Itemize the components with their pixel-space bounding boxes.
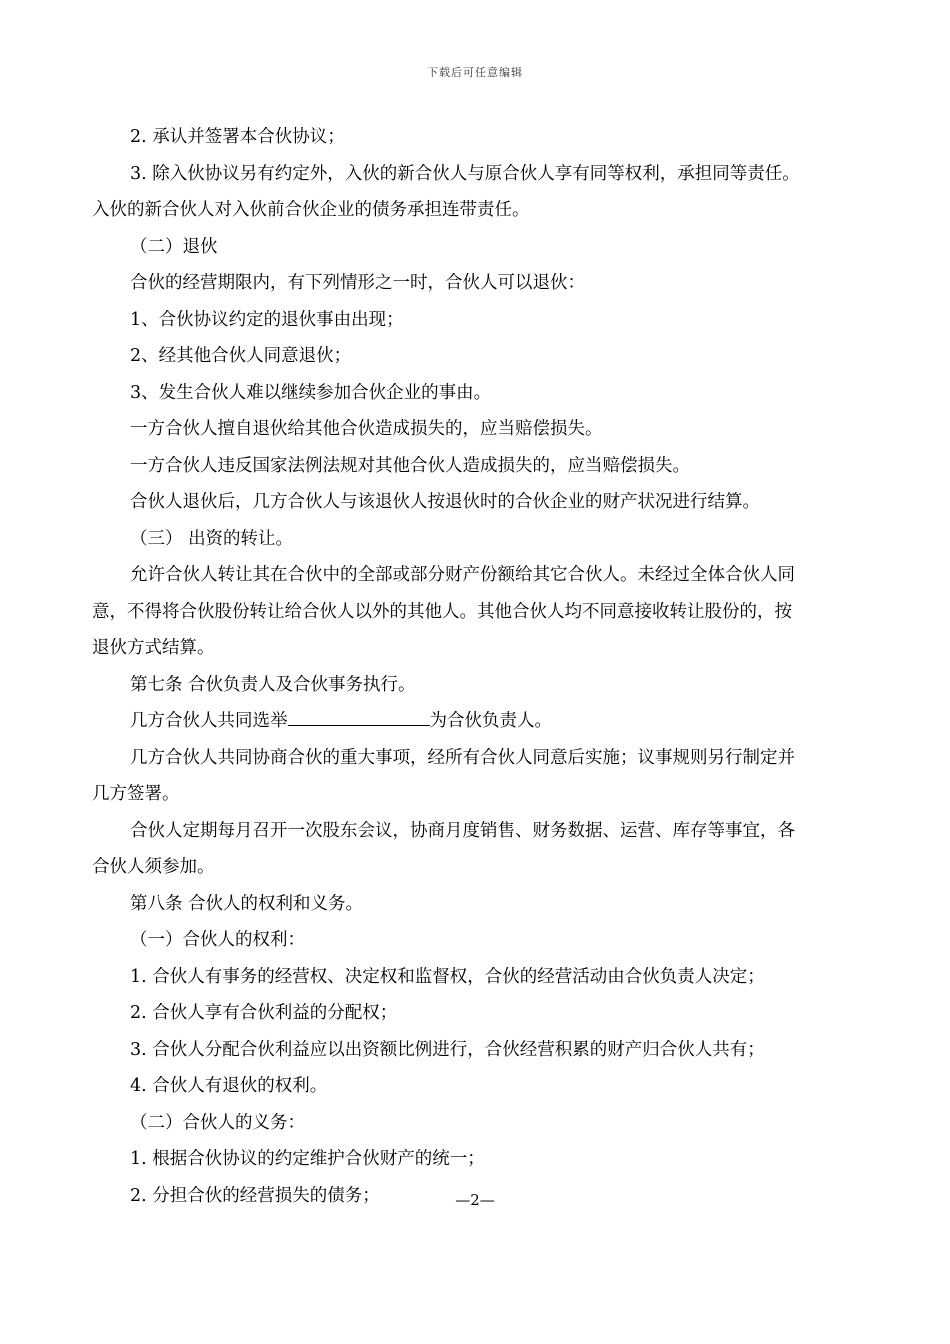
- paragraph: 意，不得将合伙股份转让给合伙人以外的其他人。其他合伙人均不同意接收转让股份的，按: [92, 601, 792, 622]
- article-heading: 第八条 合伙人的权利和义务。: [130, 893, 364, 914]
- list-item: 2. 分担合伙的经营损失的债务；: [130, 1185, 380, 1206]
- paragraph: 退伙方式结算。: [92, 638, 215, 658]
- paragraph: 合伙人退伙后，几方合伙人与该退伙人按退伙时的合伙企业的财产状况进行结算。: [130, 492, 760, 512]
- paragraph: 允许合伙人转让其在合伙中的全部或部分财产份额给其它合伙人。未经过全体合伙人同: [130, 565, 795, 585]
- paragraph: 合伙人须参加。: [92, 857, 215, 877]
- list-item: 1. 根据合伙协议的约定维护合伙财产的统一；: [130, 1149, 485, 1169]
- paragraph: 一方合伙人违反国家法例法规对其他合伙人造成损失的，应当赔偿损失。: [130, 455, 690, 476]
- list-item: 4. 合伙人有退伙的权利。: [130, 1076, 328, 1096]
- list-item: 2、经其他合伙人同意退伙；: [130, 346, 352, 366]
- paragraph: 合伙人定期每月召开一次股东会议，协商月度销售、财务数据、运营、库存等事宜，各: [130, 820, 795, 841]
- list-item: 1、合伙协议约定的退伙事由出现；: [130, 309, 404, 330]
- section-heading: （三） 出资的转让。: [130, 528, 294, 549]
- page-number: —2—: [455, 1191, 495, 1209]
- list-item: 3、发生合伙人难以继续参加合伙企业的事由。: [130, 382, 492, 403]
- paragraph: 一方合伙人擅自退伙给其他合伙造成损失的，应当赔偿损失。: [130, 419, 603, 439]
- paragraph: 几方合伙人共同协商合伙的重大事项，经所有合伙人同意后实施；议事规则另行制定并: [130, 747, 795, 768]
- paragraph: 合伙的经营期限内，有下列情形之一时，合伙人可以退伙：: [130, 273, 585, 293]
- section-heading: （二）合伙人的义务：: [130, 1112, 305, 1133]
- page-header: 下载后可任意编辑: [427, 66, 523, 79]
- paragraph: 入伙的新合伙人对入伙前合伙企业的债务承担连带责任。: [92, 200, 530, 220]
- blank-suffix: 为合伙负责人。: [429, 711, 552, 731]
- document-body: [92, 119, 882, 1214]
- paragraph-with-blank: [92, 703, 882, 740]
- paragraph: 几方签署。: [92, 784, 180, 804]
- paragraph: 2. 承认并签署本合伙协议；: [130, 127, 345, 147]
- list-item: 2. 合伙人享有合伙利益的分配权；: [130, 1003, 398, 1023]
- fill-in-blank: [288, 707, 430, 726]
- section-heading: （一）合伙人的权利：: [130, 930, 305, 950]
- article-heading: 第七条 合伙负责人及合伙事务执行。: [130, 674, 416, 695]
- paragraph: 3. 除入伙协议另有约定外，入伙的新合伙人与原合伙人享有同等权利，承担同等责任。: [130, 163, 800, 184]
- list-item: 1. 合伙人有事务的经营权、决定权和监督权，合伙的经营活动由合伙负责人决定；: [130, 966, 765, 987]
- section-heading: （二）退伙: [130, 236, 218, 257]
- list-item: 3. 合伙人分配合伙利益应以出资额比例进行，合伙经营积累的财产归合伙人共有；: [130, 1039, 765, 1060]
- blank-prefix: 几方合伙人共同选举: [130, 711, 288, 731]
